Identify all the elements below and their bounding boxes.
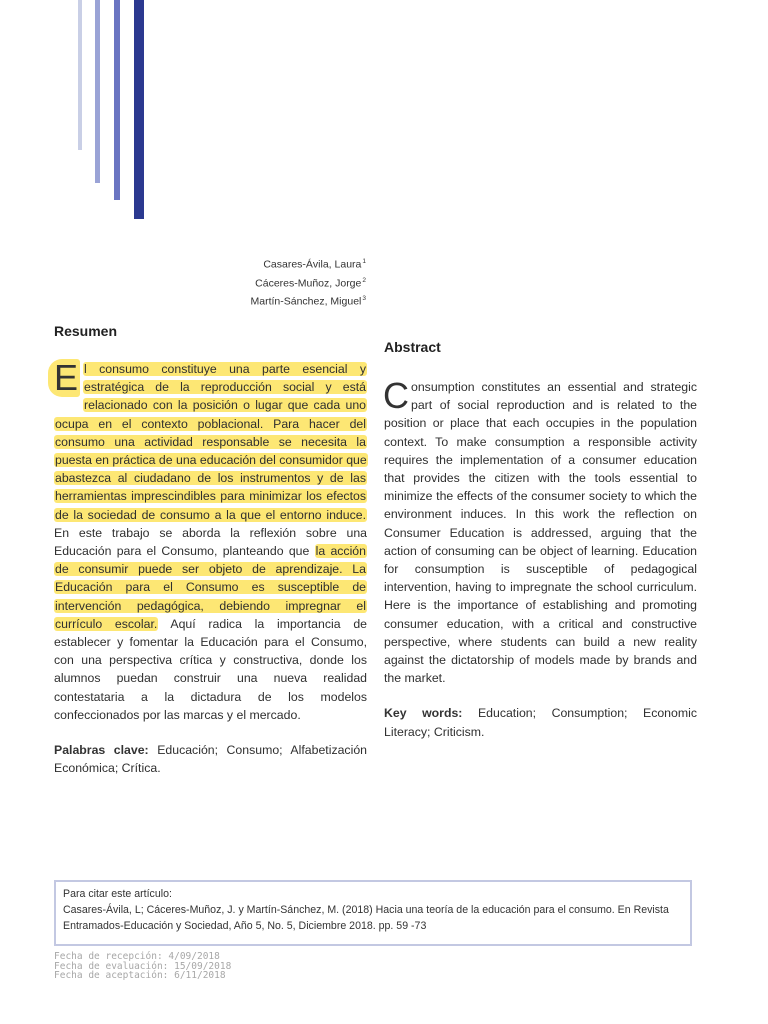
resumen-paragraph (54, 357, 367, 724)
author-2: Cáceres-Muñoz, Jorge$^2$ (255, 276, 366, 289)
abstract-keywords-label: Key words: (384, 706, 463, 721)
date-recepcion: Fecha de recepción: 4/09/2018 (54, 951, 220, 962)
author-list (250, 254, 366, 310)
resumen-column (54, 357, 367, 777)
resumen-heading: Resumen (54, 323, 118, 339)
abstract-heading: Abstract (384, 339, 441, 355)
decorative-bar-3 (114, 0, 120, 200)
abstract-keywords-text: Education; Consumption; Economic Literacy; Criticism. (384, 706, 697, 739)
resumen-text-1: En este trabajo se aborda la reflexión sobre una Educación para el Consumo, planteando que (54, 525, 367, 559)
resumen-keywords-label: Palabras clave: (54, 743, 149, 758)
abstract-keywords (384, 704, 697, 740)
resumen-keywords-text: Educación; Consumo; Alfabetización Económica; Crítica. (54, 743, 367, 776)
resumen-text-2: Aquí radica la importancia de establecer y fomentar la Educación para el Consumo, con una perspectiva crítica y constructiva, donde los alumnos puedan construir una nueva realidad contestataria a la dictadura de los modelos confeccionados por las marcas y el mercado. (54, 616, 367, 722)
date-aceptacion: Fecha de aceptación: 6/11/2018 (54, 970, 226, 982)
resumen-dropcap: E (48, 359, 80, 397)
citation-box (54, 880, 692, 946)
citation-line-2: Entramados-Educación y Sociedad, Año 5, No. 5, Diciembre 2018. pp. 59 -73 (63, 920, 427, 932)
submission-dates (54, 952, 231, 981)
abstract-text: onsumption constitutes an essential and strategic part of social reproduction and is related to the position or place that each occupies in the population context. To make consumption a responsible activity requires the implementation of a consumer education that provides the citizen with the tools essential to minimize the effects of the consumer society to which the environment induces. In this work the reflection on Consumer Education is addressed, arguing that the action of consuming can be object of learning. Education for consumption is susceptible of pedagogical intervention, having to impregnate the school curriculum. Here is the importance of establishing and promoting consumer education, with a critical and constructive perspective, where students can build a new reality against the dictatorship of models made by brands and the market. (384, 380, 697, 686)
decorative-bar-4 (134, 0, 144, 219)
resumen-highlight-1: l consumo constituye una parte esencial y estratégica de la reproducción social y está relacionado con la posición o lugar que cada uno ocupa en el contexto poblacional. Para hacer del consumo una actividad responsable se necesita la puesta en práctica de una educación del consumidor que abastezca al ciudadano de los instrumentos y de las herramientas imprescindibles para minimizar los efectos de la sociedad de consumo a la que el entorno induce. (55, 362, 367, 522)
abstract-paragraph (383, 375, 697, 687)
author-3: Martín-Sánchez, Miguel$^3$ (250, 295, 366, 308)
citation-line-1: Casares-Ávila, L; Cáceres-Muñoz, J. y Martín-Sánchez, M. (2018) Hacia una teoría de la educación para el consumo. En Revista (63, 904, 669, 916)
resumen-highlight-2: la acción de consumir puede ser objeto de aprendizaje. La Educación para el Consumo es susceptible de intervención pedagógica, debiendo impregnar el currículo escolar. (55, 544, 366, 631)
resumen-keywords (54, 741, 367, 777)
author-1: Casares-Ávila, Laura$^1$ (263, 258, 366, 271)
decorative-bar-2 (95, 0, 100, 183)
citation-label: Para citar este artículo: (63, 888, 172, 900)
abstract-dropcap: C (383, 375, 409, 416)
decorative-bar-1 (78, 0, 82, 150)
date-evaluacion: Fecha de evaluación: 15/09/2018 (54, 960, 232, 972)
abstract-column (383, 375, 697, 741)
